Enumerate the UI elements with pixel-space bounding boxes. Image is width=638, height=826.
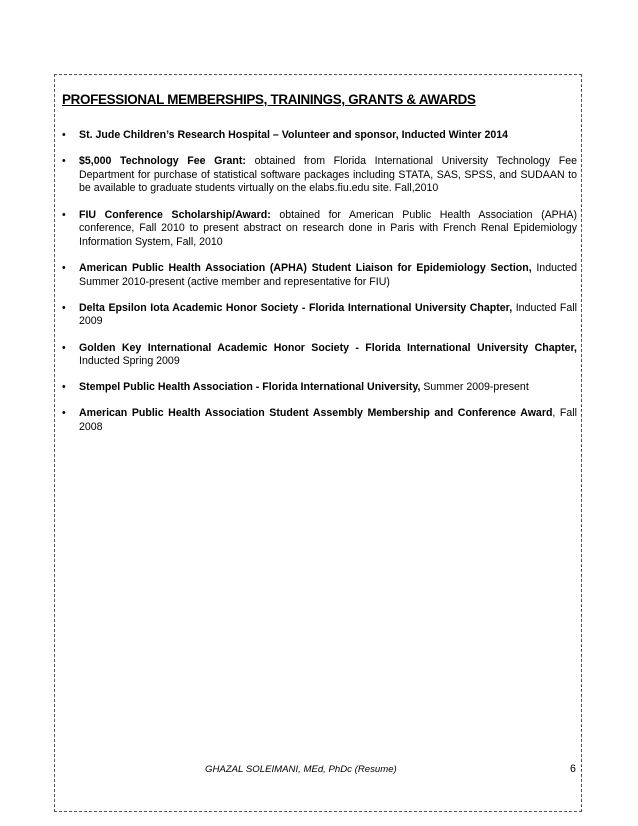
item-lead: American Public Health Association Student Assembly Membership and Conference Award: [79, 407, 553, 420]
list-item: [62, 342, 577, 369]
list-item: [62, 407, 577, 434]
item-lead: Delta Epsilon Iota Academic Honor Society - Florida International University Chapter,: [79, 301, 513, 314]
item-lead: American Public Health Association (APHA) Student Liaison for Epidemiology Section,: [79, 261, 532, 274]
list-item: [62, 302, 577, 329]
bullet-icon: •: [62, 155, 66, 168]
item-text: obtained from Florida International University Technology Fee Department for purchase of statistical software packages including STATA, SAS, SPSS, and SUDAAN to be available to graduate students virtually on the elabs.fiu.edu site. Fall,2010: [79, 155, 577, 195]
item-lead: St. Jude Children’s Research Hospital – Volunteer and sponsor, Inducted Winter 2014: [79, 129, 509, 141]
item-lead: FIU Conference Scholarship/Award:: [79, 208, 271, 221]
item-text: Summer 2009-present: [420, 381, 529, 394]
list-item: [62, 155, 577, 196]
item-lead: Stempel Public Health Association - Florida International University,: [79, 381, 421, 394]
bullet-icon: •: [62, 129, 66, 141]
item-text: , Fall 2008: [79, 407, 577, 434]
bullet-icon: •: [62, 407, 66, 420]
bullet-icon: •: [62, 261, 66, 274]
item-text: Inducted Spring 2009: [79, 355, 180, 368]
list-item: [62, 381, 577, 395]
footer-author: GHAZAL SOLEIMANI, MEd, PhDc (Resume): [205, 764, 397, 775]
bullet-icon: •: [62, 381, 66, 394]
list-item: [62, 262, 577, 289]
item-lead: Golden Key International Academic Honor Society - Florida International University Chapter,: [79, 341, 577, 354]
item-text: Inducted Fall 2009: [79, 301, 577, 328]
item-text: obtained for American Public Health Association (APHA) conference, Fall 2010 to present abstract on research done in Paris with French Renal Epidemiology Information System, Fall, 2010: [79, 208, 577, 248]
item-text: Inducted Summer 2010-present (active member and representative for FIU): [79, 261, 578, 288]
awards-list: [62, 129, 577, 447]
bullet-icon: •: [62, 301, 66, 314]
list-item: [62, 129, 577, 143]
bullet-icon: •: [62, 208, 66, 221]
list-item: [62, 209, 577, 250]
bullet-icon: •: [62, 341, 66, 354]
section-heading: PROFESSIONAL MEMBERSHIPS, TRAININGS, GRANTS & AWARDS: [62, 92, 476, 107]
item-lead: $5,000 Technology Fee Grant:: [79, 155, 246, 168]
page-number: 6: [570, 763, 576, 775]
